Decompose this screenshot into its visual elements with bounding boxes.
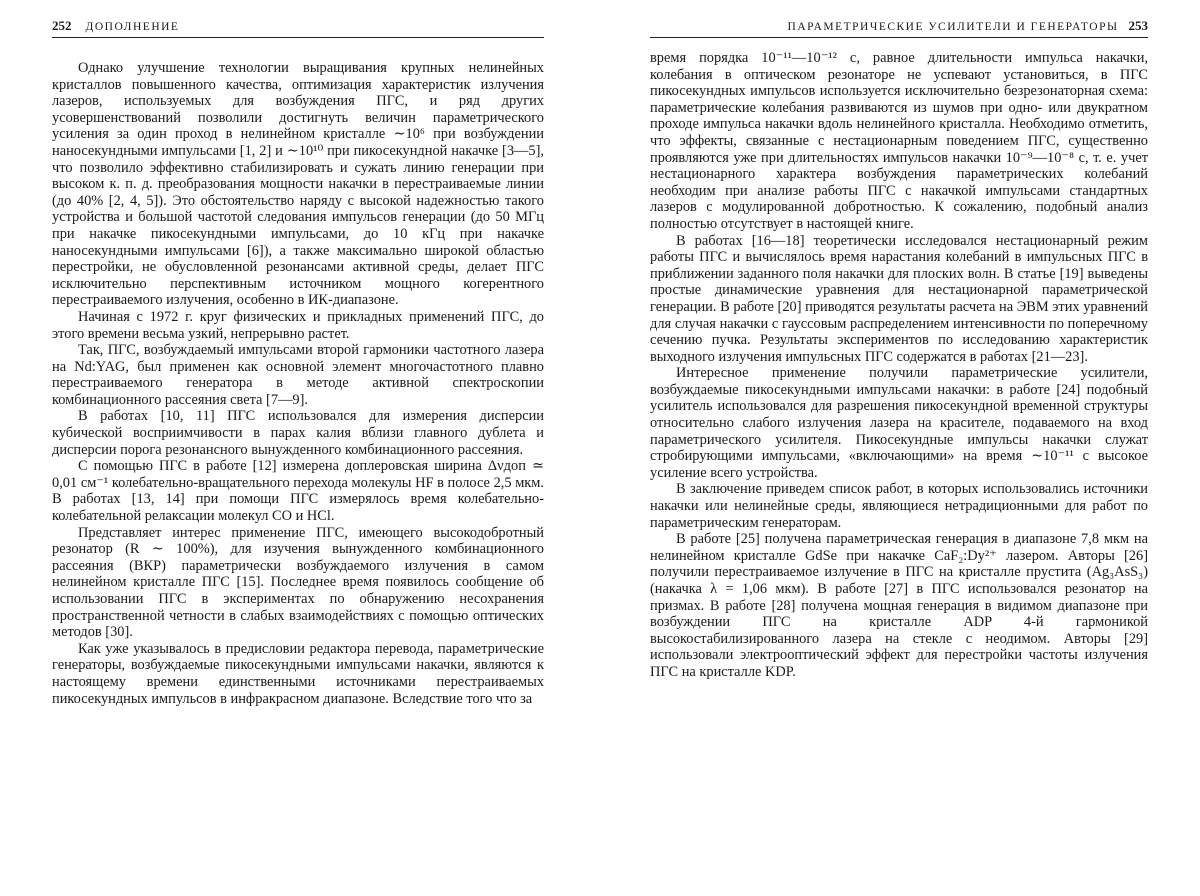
right-paragraph-3: Интересное применение получили параметрические усилители, возбуждаемые пикосекундными импульсами накачки: в работе [24] подобный усилитель использовался для разрешения пикосекундной временной структуры относительно слабого излучения лазера на красителе, подаваемого на вход параметрического усилителя. Пикосекундные импульсы накачки служат стробирующими импульсами, «включающими» на время ∼10⁻¹¹ с высокое усиление всего устройства. [650,365,1148,481]
left-paragraph-7: Как уже указывалось в предисловии редактора перевода, параметрические генераторы, возбуждаемые пикосекундными импульсами накачки, являются к настоящему времени единственными источниками перестраиваемых пикосекундных импульсов в инфракрасном диапазоне. Вследствие того что за [52,640,544,707]
left-paragraph-6: Представляет интерес применение ПГС, имеющего высокодобротный резонатор (R ∼ 100%), для изучения вынужденного комбинационного рассеяния (ВКР) параметрически возбуждаемого излучения в самом нелинейном кристалле ПГС [15]. Последнее время появилось сообщение об использовании ПГС в экспериментах по обнаружению несохранения пространственной четности в слабых взаимодействиях с помощью оптических методов [30]. [52,524,544,641]
left-page-number: 252 [52,18,72,33]
right-paragraph-4: В заключение приведем список работ, в которых использовались источники накачки или нелинейные среды, являющиеся нетрадиционными для работ по параметрическим генераторам. [650,481,1148,531]
right-running-head-title: ПАРАМЕТРИЧЕСКИЕ УСИЛИТЕЛИ И ГЕНЕРАТОРЫ [787,21,1119,33]
right-running-head [650,18,1148,38]
left-paragraph-3: Так, ПГС, возбуждаемый импульсами второй гармоники частотного лазера на Nd:YAG, был применен как основной элемент многочастотного плавно перестраиваемого генератора в методе активной спектроскопии комбинационного рассеяния света [7—9]. [52,342,544,408]
left-running-head [52,18,544,38]
left-page [52,18,552,707]
left-paragraph-1: Однако улучшение технологии выращивания крупных нелинейных кристаллов повышенного качества, оптимизация характеристик излучения лазеров, используемых для возбуждения ПГС, и ряд других усовершенствований позволили достигнуть величин параметрического усиления за один проход в нелинейном кристалле ∼10⁶ при возбуждении наносекундными импульсами [1, 2] и ∼10¹⁰ при пикосекундной накачке [3—5], что позволило эффективно стабилизировать и сужать линию генерации при высоком к. п. д. преобразования мощности накачки в перестраиваемые линии (до 40% [2, 4, 5]). Это обстоятельство наряду с высокой надежностью такого устройства и большой частотой следования импульсов генерации (до 50 МГц при накачке пикосекундными импульсами, до 10 кГц при накачке наносекундными импульсами [6]), а также максимально широкой областью перестройки, не обусловленной резонансами активной среды, делает ПГС исключительно перспективным источником мощного когерентного перестраиваемого излучения, особенно в ИК-диапазоне. [52,60,544,309]
right-page-number: 253 [1128,18,1148,33]
left-paragraph-2: Начиная с 1972 г. круг физических и прикладных применений ПГС, до этого времени весьма узкий, непрерывно растет. [52,308,544,342]
left-running-head-title: ДОПОЛНЕНИЕ [85,21,180,33]
right-paragraph-5: В работе [25] получена параметрическая генерация в диапазоне 7,8 мкм на нелинейном кристалле GdSe при накачке CaF₂:Dy²⁺ лазером. Авторы [26] получили перестраиваемое излучение в ПГС на кристалле прустита (Ag₃AsS₃) (накачка λ = 1,06 мкм). В работе [27] в ПГС использовался резонатор на призмах. В работе [28] получена мощная генерация в видимом диапазоне при возбуждении ПГС на кристалле ADP 4-й гармоникой высокостабилизированного лазера на стекле с неодимом. Авторы [29] использовали электрооптический эффект для перестройки частоты излучения ПГС на кристалле KDP. [650,531,1148,680]
right-page [650,18,1150,681]
left-paragraph-5: С помощью ПГС в работе [12] измерена доплеровская ширина Δνдоп ≃ 0,01 см⁻¹ колебательно-вращательного перехода молекулы HF в полосе 2,5 мкм. В работах [13, 14] при помощи ПГС измерялось время колебательно-колебательной релаксации молекул CO и HCl. [52,458,544,525]
right-paragraph-2: В работах [16—18] теоретически исследовался нестационарный режим работы ПГС и вычислялось время нарастания колебаний в импульсных ПГС в приближении заданного поля накачки для плоских волн. В статье [19] выведены простые динамические уравнения для нестационарной параметрической генерации. В работе [20] приводятся результаты расчета на ЭВМ этих уравнений для случая накачки с гауссовым распределением интенсивности по поперечному сечению пучка. Результаты экспериментов по исследованию характеристик выходного излучения импульсных ПГС содержатся в работах [21—23]. [650,232,1148,365]
right-paragraph-1: время порядка 10⁻¹¹—10⁻¹² с, равное длительности импульса накачки, колебания в оптическом резонаторе не успевают установиться, в ПГС пикосекундных импульсов используется исключительно безрезонаторная схема: параметрические колебания развиваются из шумов при одно- или двукратном проходе импульса накачки вдоль нелинейного кристалла. Необходимо отметить, что эффекты, связанные с нестационарным поведением ПГС, существенно проявляются уже при длительностях импульсов накачки 10⁻⁹—10⁻⁸ с, т. е. учет нестационарного характера возбуждения параметрических колебаний необходим при анализе работы ПГС с накачкой импульсами стандартных лазеров с модулированной добротностью. К сожалению, подобный анализ полностью отсутствует в настоящей книге. [650,50,1148,232]
left-paragraph-4: В работах [10, 11] ПГС использовался для измерения дисперсии кубической восприимчивости в парах калия вблизи главного дублета и дисперсии порога резонансного вынужденного комбинационного рассеяния. [52,408,544,458]
